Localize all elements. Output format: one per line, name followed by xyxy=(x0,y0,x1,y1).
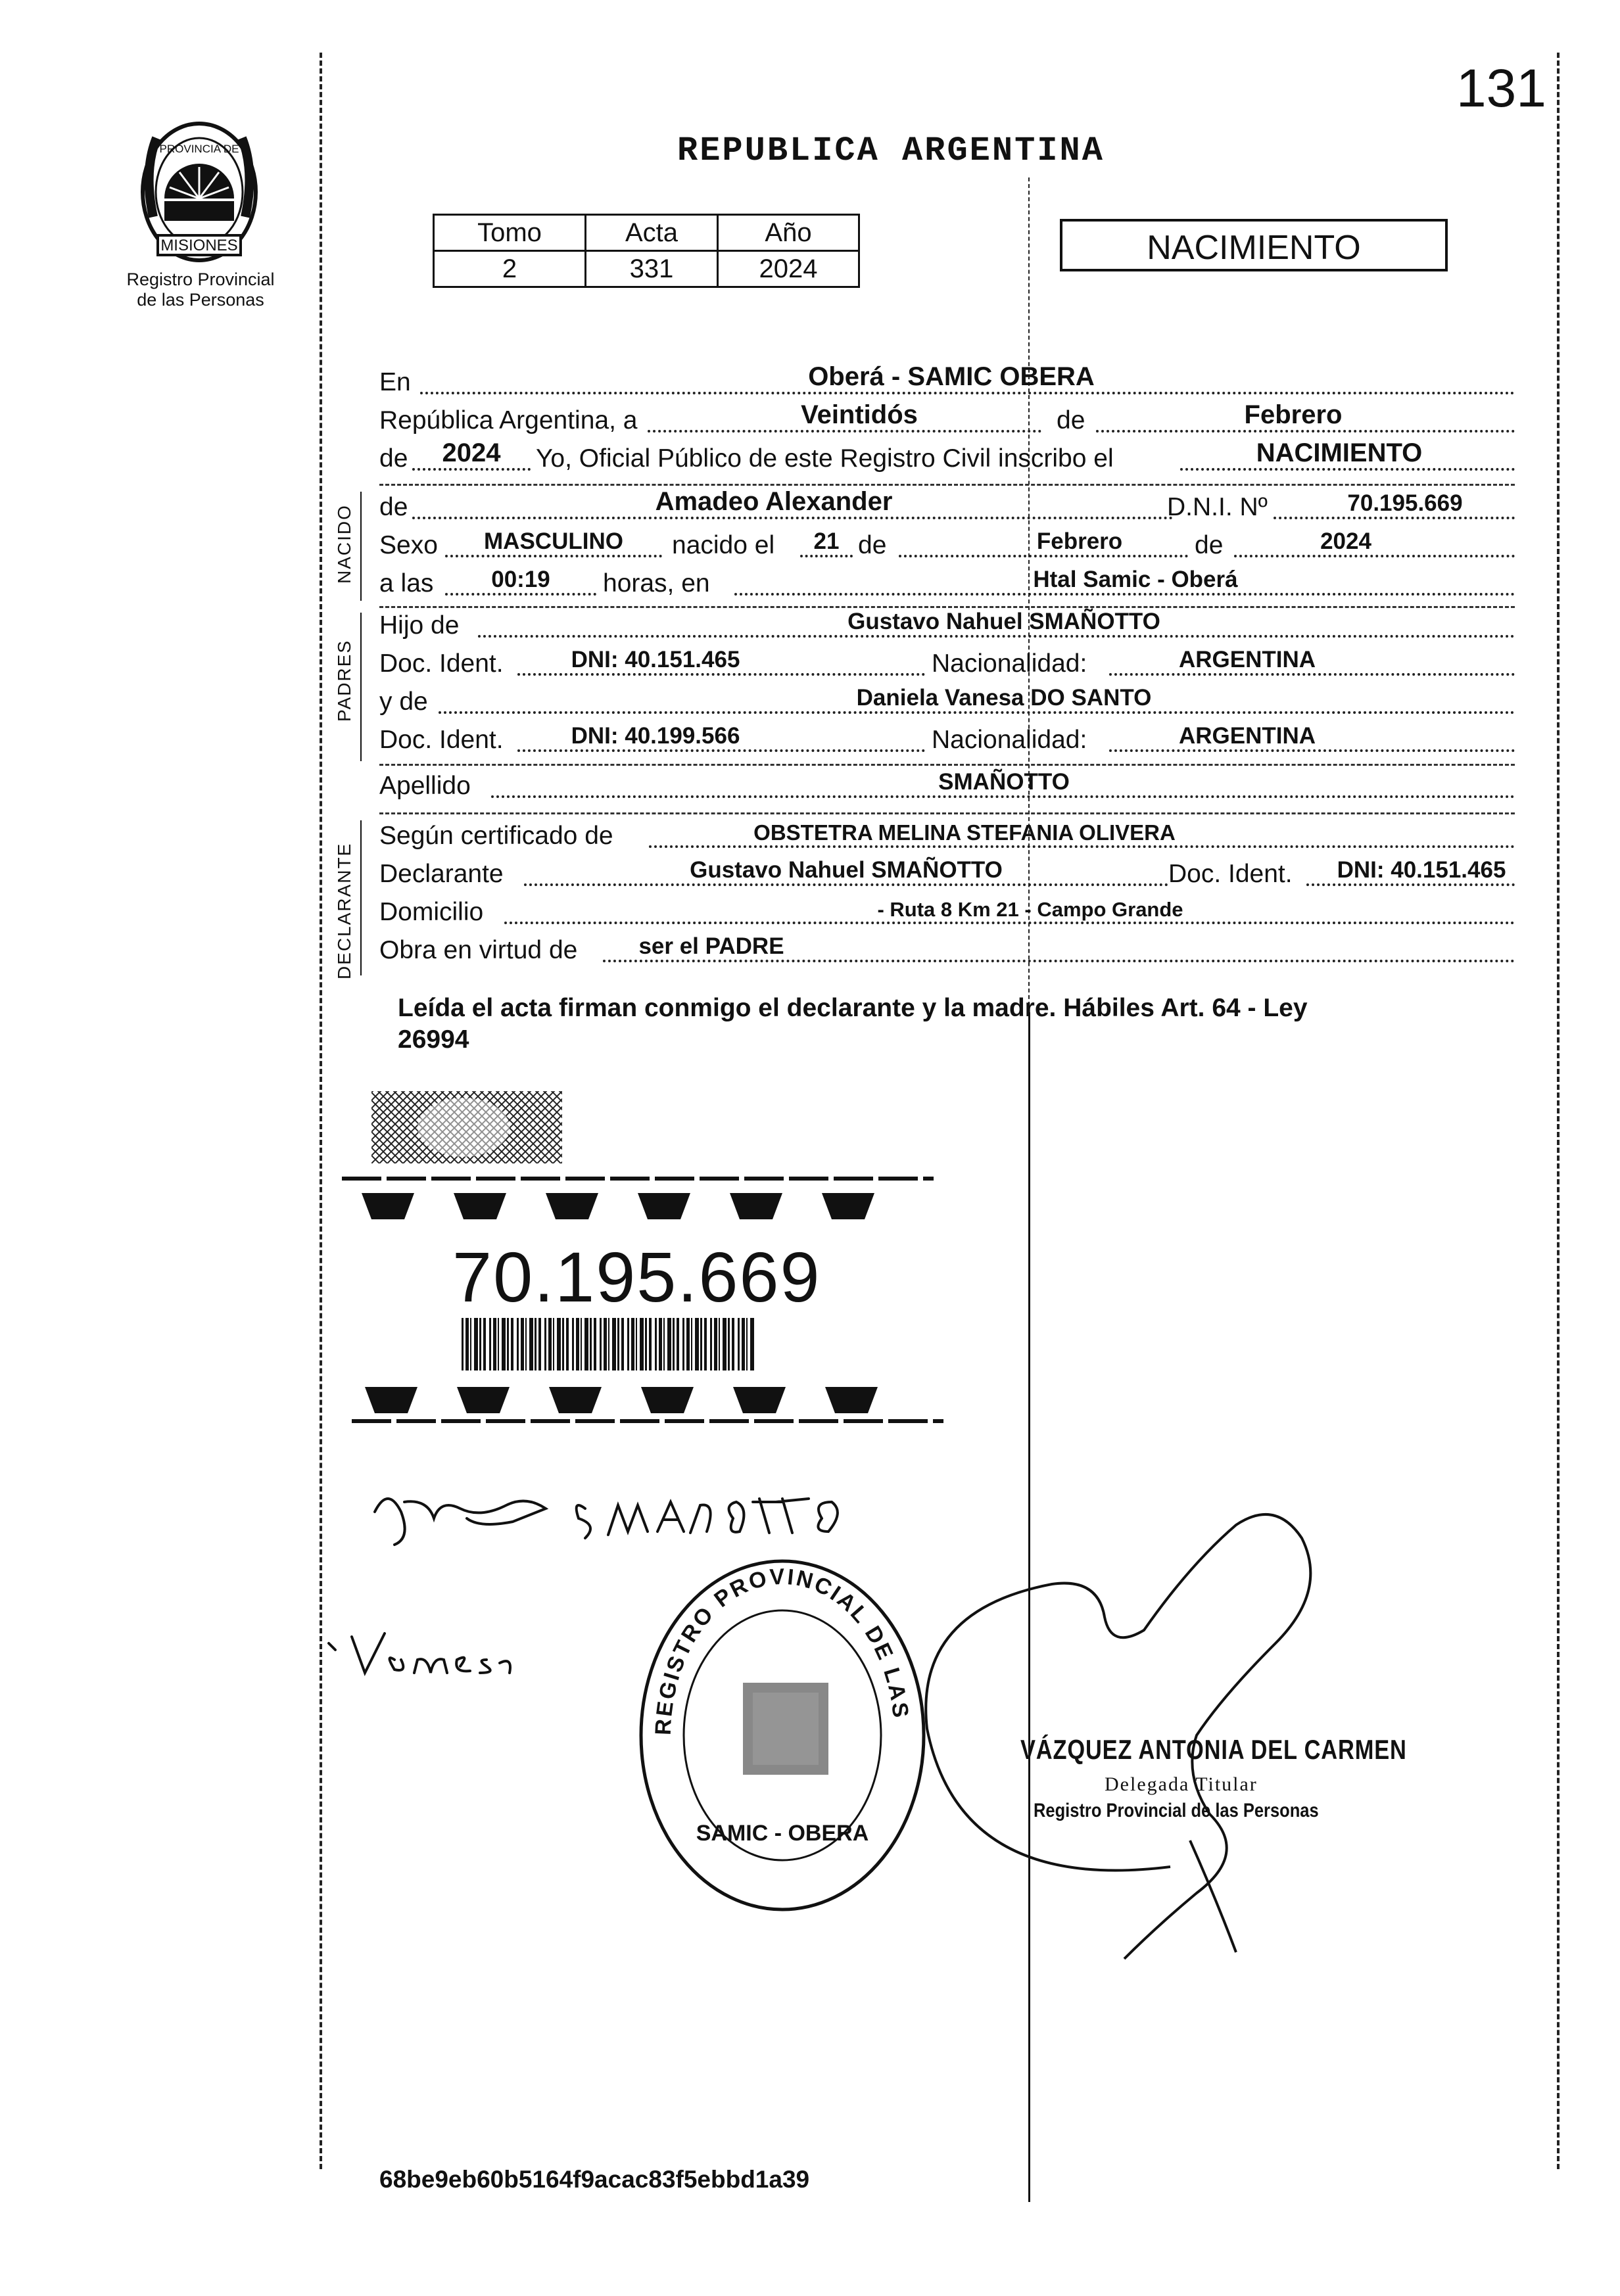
barcode-bar xyxy=(649,1318,652,1371)
barcode-bar xyxy=(612,1318,616,1371)
value-birth-month: Febrero xyxy=(1036,528,1123,554)
country-heading: REPUBLICA ARGENTINA xyxy=(677,131,1105,170)
row-address xyxy=(379,893,1515,931)
barcode-bar xyxy=(710,1318,712,1371)
barcode-bar xyxy=(677,1318,679,1371)
value-birth-time: 00:19 xyxy=(491,567,550,592)
barcode-bar xyxy=(465,1318,469,1371)
row-father xyxy=(379,606,1515,644)
barcode-bar xyxy=(535,1318,536,1371)
value-address: - Ruta 8 Km 21 - Campo Grande xyxy=(877,898,1183,921)
row-place xyxy=(379,363,1515,401)
barcode-bar xyxy=(553,1318,554,1371)
barcode-bar xyxy=(474,1318,478,1371)
label-republica: República Argentina, a xyxy=(379,406,638,434)
official-stamp xyxy=(631,1551,934,1923)
barcode-bar xyxy=(572,1318,574,1371)
barcode-bar xyxy=(498,1318,499,1371)
label-de-month: de xyxy=(1057,406,1085,434)
security-band-bottom xyxy=(352,1374,943,1430)
barcode-bar xyxy=(636,1318,637,1371)
barcode-bar xyxy=(663,1318,665,1371)
security-band-top xyxy=(342,1173,934,1229)
barcode-bar xyxy=(631,1318,634,1371)
barcode-stripes xyxy=(460,1318,756,1374)
barcode-bar xyxy=(750,1318,754,1371)
barcode-bar xyxy=(581,1318,582,1371)
label-domicilio: Domicilio xyxy=(379,898,484,926)
row-mother xyxy=(379,682,1515,720)
mother-signature xyxy=(322,1624,519,1686)
barcode-bar xyxy=(470,1318,471,1371)
barcode-bar xyxy=(479,1318,481,1371)
section-label-declarante: DECLARANTE xyxy=(334,842,354,979)
act-type-box: NACIMIENTO xyxy=(1060,219,1448,271)
barcode-bar xyxy=(645,1318,647,1371)
label-de-birth-year: de xyxy=(1195,531,1224,559)
barcode-bar xyxy=(738,1318,740,1371)
barcode-bar xyxy=(493,1318,496,1371)
label-de-year: de xyxy=(379,444,408,473)
official-name: VÁZQUEZ ANTONIA DEL CARMEN xyxy=(1020,1734,1407,1765)
father-signature xyxy=(348,1472,874,1561)
barcode-bar xyxy=(548,1318,552,1371)
barcode-bar xyxy=(617,1318,619,1371)
label-de-birth-month: de xyxy=(858,531,887,559)
barcode-bar xyxy=(742,1318,745,1371)
value-inscribo: NACIMIENTO xyxy=(1256,438,1423,467)
seal-text-bottom: MISIONES xyxy=(160,237,238,254)
section-label-nacido: NACIDO xyxy=(334,504,354,584)
barcode-bar xyxy=(525,1318,527,1371)
label-apellido: Apellido xyxy=(379,772,471,800)
barcode-bar xyxy=(544,1318,546,1371)
barcode-bar xyxy=(686,1318,690,1371)
barcode-bar xyxy=(682,1318,684,1371)
row-mother-doc xyxy=(379,720,1515,759)
label-mother-doc: Doc. Ident. xyxy=(379,726,504,754)
label-nacido-el: nacido el xyxy=(672,531,775,559)
barcode-bar xyxy=(566,1318,569,1371)
registry-caption xyxy=(105,269,296,310)
row-certificate xyxy=(379,816,1515,855)
barcode-bar xyxy=(704,1318,707,1371)
row-child-name xyxy=(379,488,1515,526)
barcode-bar xyxy=(529,1318,533,1371)
row-sex-birth xyxy=(379,526,1515,564)
label-father-nationality: Nacionalidad: xyxy=(932,649,1087,678)
barcode-bar xyxy=(640,1318,644,1371)
value-declarant-doc: DNI: 40.151.465 xyxy=(1337,857,1506,883)
table-header-anio: Año xyxy=(718,215,859,251)
stamp-ring-text: REGISTRO PROVINCIAL DE LAS xyxy=(650,1564,914,1736)
barcode-number: 70.195.669 xyxy=(452,1237,821,1317)
label-dni: D.N.I. Nº xyxy=(1167,493,1268,521)
table-value-acta: 331 xyxy=(586,251,718,287)
value-declarant-name: Gustavo Nahuel SMAÑOTTO xyxy=(690,857,1003,883)
section-divider-4 xyxy=(379,812,1515,814)
label-horas-en: horas, en xyxy=(603,569,710,597)
registry-reference-table xyxy=(433,214,860,288)
table-header-acta: Acta xyxy=(586,215,718,251)
row-time-place xyxy=(379,564,1515,602)
barcode-bar xyxy=(667,1318,671,1371)
registry-caption-line1: Registro Provincial xyxy=(126,269,275,289)
value-father-doc: DNI: 40.151.465 xyxy=(571,647,740,672)
label-mother-nationality: Nacionalidad: xyxy=(932,726,1087,754)
value-day-word: Veintidós xyxy=(801,400,918,429)
table-value-tomo: 2 xyxy=(434,251,586,287)
value-child-name: Amadeo Alexander xyxy=(655,487,893,516)
right-margin-line xyxy=(1557,53,1560,2169)
barcode-bar xyxy=(594,1318,596,1371)
barcode-bar xyxy=(659,1318,662,1371)
stamp-center-text: SAMIC - OBERA xyxy=(696,1821,869,1846)
left-margin-line xyxy=(320,53,322,2169)
value-month: Febrero xyxy=(1244,400,1343,429)
label-certificado: Según certificado de xyxy=(379,822,613,850)
label-a-las: a las xyxy=(379,569,434,597)
value-place: Oberá - SAMIC OBERA xyxy=(808,362,1095,391)
section-bar-declarante xyxy=(360,820,362,975)
row-surname xyxy=(379,766,1515,805)
label-en: En xyxy=(379,368,411,396)
value-capacity: ser el PADRE xyxy=(638,933,784,959)
notes-line1: Leída el acta firman conmigo el declarante y la madre. Hábiles Art. 64 - Ley xyxy=(398,994,1308,1022)
value-birth-day: 21 xyxy=(813,528,840,554)
value-mother-nationality: ARGENTINA xyxy=(1178,723,1316,749)
value-year: 2024 xyxy=(442,438,501,467)
barcode-bar xyxy=(538,1318,541,1371)
registry-caption-line2: de las Personas xyxy=(137,290,264,310)
value-surname: SMAÑOTTO xyxy=(938,769,1070,795)
barcode-bar xyxy=(502,1318,506,1371)
table-value-row xyxy=(434,251,859,287)
barcode-bar xyxy=(627,1318,629,1371)
barcode-bar xyxy=(655,1318,657,1371)
document-hash: 68be9eb60b5164f9acac83f5ebbd1a39 xyxy=(379,2166,810,2193)
barcode-bar xyxy=(746,1318,748,1371)
section-bar-padres xyxy=(360,613,362,761)
row-year xyxy=(379,439,1515,477)
barcode-bar xyxy=(584,1318,588,1371)
province-seal-logo xyxy=(117,112,281,269)
barcode-bar xyxy=(590,1318,592,1371)
table-header-row xyxy=(434,215,859,251)
barcode-bar xyxy=(673,1318,675,1371)
section-bar-nacido xyxy=(360,492,362,601)
label-y-de: y de xyxy=(379,688,428,716)
security-hologram xyxy=(371,1085,562,1173)
barcode-bar xyxy=(511,1318,513,1371)
label-sexo: Sexo xyxy=(379,531,438,559)
barcode-bar xyxy=(562,1318,564,1371)
barcode-bar xyxy=(521,1318,524,1371)
label-declarant-doc: Doc. Ident. xyxy=(1168,860,1293,888)
barcode-bar xyxy=(621,1318,624,1371)
barcode-bar xyxy=(489,1318,491,1371)
barcode-bar xyxy=(600,1318,602,1371)
label-obra: Obra en virtud de xyxy=(379,936,578,964)
label-de-child: de xyxy=(379,493,408,521)
value-father-name: Gustavo Nahuel SMAÑOTTO xyxy=(847,609,1160,634)
barcode-bar xyxy=(714,1318,717,1371)
table-header-tomo: Tomo xyxy=(434,215,586,251)
label-oficial: Yo, Oficial Público de este Registro Civil inscribo el xyxy=(536,444,1114,473)
closing-notes xyxy=(398,993,1515,1056)
notes-line2: 26994 xyxy=(398,1025,469,1054)
barcode-bar xyxy=(728,1318,730,1371)
barcode-bar xyxy=(483,1318,486,1371)
label-hijo-de: Hijo de xyxy=(379,611,460,640)
label-declarante: Declarante xyxy=(379,860,504,888)
value-mother-name: Daniela Vanesa DO SANTO xyxy=(856,685,1152,711)
table-value-anio: 2024 xyxy=(718,251,859,287)
barcode-bar xyxy=(608,1318,609,1371)
barcode-bar xyxy=(700,1318,702,1371)
row-capacity xyxy=(379,931,1515,969)
row-declarant xyxy=(379,855,1515,893)
row-father-doc xyxy=(379,644,1515,682)
section-divider-3 xyxy=(379,764,1515,766)
label-father-doc: Doc. Ident. xyxy=(379,649,504,678)
value-child-dni: 70.195.669 xyxy=(1347,490,1463,516)
section-divider-1 xyxy=(379,484,1515,486)
official-office: Registro Provincial de las Personas xyxy=(1034,1800,1319,1821)
barcode-bar xyxy=(462,1318,464,1371)
page-number: 131 xyxy=(1456,59,1546,118)
value-mother-doc: DNI: 40.199.566 xyxy=(571,723,740,749)
value-birth-year: 2024 xyxy=(1320,528,1371,554)
barcode-bar xyxy=(576,1318,579,1371)
value-father-nationality: ARGENTINA xyxy=(1178,647,1316,672)
section-label-padres: PADRES xyxy=(334,639,354,722)
seal-text-top: PROVINCIA DE xyxy=(159,143,239,155)
barcode-bar xyxy=(723,1318,727,1371)
barcode-bar xyxy=(719,1318,720,1371)
barcode-bar xyxy=(557,1318,561,1371)
value-sex: MASCULINO xyxy=(484,528,623,554)
barcode-bar xyxy=(691,1318,692,1371)
barcode-bar xyxy=(732,1318,734,1371)
barcode-bar xyxy=(695,1318,699,1371)
row-date xyxy=(379,401,1515,439)
barcode-bar xyxy=(604,1318,607,1371)
value-certificate-by: OBSTETRA MELINA STEFANIA OLIVERA xyxy=(753,820,1176,845)
official-title: Delegada Titular xyxy=(1105,1773,1258,1795)
barcode-bar xyxy=(507,1318,509,1371)
barcode-bar xyxy=(517,1318,519,1371)
value-birth-place: Htal Samic - Oberá xyxy=(1033,567,1238,592)
